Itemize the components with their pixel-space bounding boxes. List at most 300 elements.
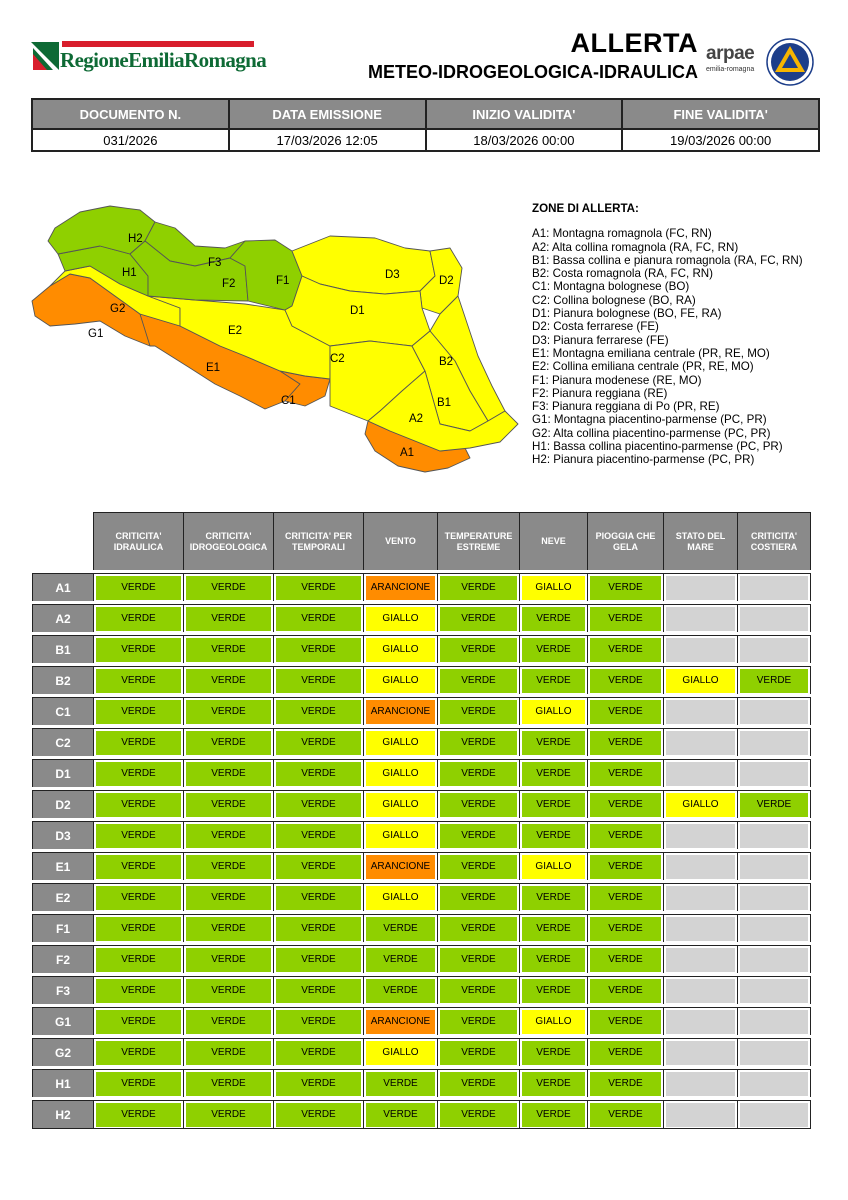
table-cell [93, 852, 183, 880]
not-applicable-cell [666, 855, 735, 879]
alert-level-verde: VERDE [440, 731, 517, 755]
alert-level-verde: VERDE [440, 824, 517, 848]
table-row [32, 604, 811, 632]
table-cell [363, 635, 437, 663]
alert-level-verde: VERDE [590, 1103, 661, 1127]
table-cell [663, 883, 737, 911]
not-applicable-cell [740, 762, 808, 786]
doc-header-validity-end: FINE VALIDITA' [622, 99, 819, 129]
table-cell [183, 883, 273, 911]
not-applicable-cell [740, 1041, 808, 1065]
table-cell [273, 1007, 363, 1035]
table-cell [663, 573, 737, 601]
table-cell [737, 883, 811, 911]
alert-level-verde: VERDE [96, 1010, 181, 1034]
alert-level-verde: VERDE [186, 607, 271, 631]
table-row [32, 976, 811, 1004]
table-cell [663, 604, 737, 632]
alert-level-verde: VERDE [276, 793, 361, 817]
legend-item: F2: Pianura reggiana (RE) [532, 386, 668, 400]
table-cell [363, 604, 437, 632]
table-cell [737, 976, 811, 1004]
alert-level-verde: VERDE [440, 762, 517, 786]
table-cell [183, 852, 273, 880]
alert-level-verde: VERDE [590, 762, 661, 786]
table-cell [519, 945, 587, 973]
map-label-f2: F2 [222, 278, 236, 290]
table-cell [437, 573, 519, 601]
table-cell [437, 1100, 519, 1129]
alert-level-verde: VERDE [590, 669, 661, 693]
table-cell [663, 852, 737, 880]
table-cell [519, 604, 587, 632]
table-cell [93, 728, 183, 756]
table-cell [663, 666, 737, 694]
alert-level-verde: VERDE [590, 855, 661, 879]
table-cell [437, 697, 519, 725]
table-row [32, 852, 811, 880]
alert-level-verde: VERDE [276, 607, 361, 631]
table-cell [519, 976, 587, 1004]
alert-level-verde: VERDE [186, 1072, 271, 1096]
alert-level-verde: VERDE [522, 607, 585, 631]
zone-label: C2 [32, 728, 93, 756]
map-label-c2: C2 [330, 353, 345, 365]
regione-flag-icon [30, 41, 60, 71]
alert-level-verde: VERDE [186, 948, 271, 972]
map-label-h1: H1 [122, 267, 137, 279]
doc-header-number: DOCUMENTO N. [32, 99, 229, 129]
map-label-a1: A1 [400, 447, 415, 459]
map-label-f1: F1 [276, 275, 290, 287]
table-cell [363, 1038, 437, 1066]
map-label-b2: B2 [439, 356, 454, 368]
legend-item: F1: Pianura modenese (RE, MO) [532, 373, 702, 387]
not-applicable-cell [740, 700, 808, 724]
legend-item: C2: Collina bolognese (BO, RA) [532, 293, 696, 307]
table-cell [519, 1007, 587, 1035]
alert-level-verde: VERDE [276, 638, 361, 662]
table-cell [363, 1069, 437, 1097]
table-cell [737, 666, 811, 694]
doc-validity-end: 19/03/2026 00:00 [622, 129, 819, 151]
table-cell [587, 728, 663, 756]
table-cell [519, 1100, 587, 1129]
map-label-a2: A2 [409, 413, 424, 425]
table-cell [663, 945, 737, 973]
not-applicable-cell [740, 638, 808, 662]
map-label-c1: C1 [281, 395, 296, 407]
not-applicable-cell [666, 824, 735, 848]
table-cell [183, 666, 273, 694]
table-cell [93, 666, 183, 694]
alert-level-giallo: GIALLO [522, 855, 585, 879]
document-info-table [31, 98, 820, 152]
table-cell [273, 666, 363, 694]
alert-level-verde: VERDE [522, 669, 585, 693]
legend-item: A1: Montagna romagnola (FC, RN) [532, 227, 712, 241]
table-cell [587, 945, 663, 973]
alert-level-verde: VERDE [522, 1041, 585, 1065]
table-cell [519, 1069, 587, 1097]
alert-level-verde: VERDE [276, 669, 361, 693]
table-cell [587, 976, 663, 1004]
legend-item: D3: Pianura ferrarese (FE) [532, 333, 669, 347]
alert-level-giallo: GIALLO [522, 576, 585, 600]
column-header: CRITICITA' COSTIERA [737, 512, 811, 570]
alert-level-verde: VERDE [366, 917, 435, 941]
table-cell [183, 759, 273, 787]
table-cell [273, 604, 363, 632]
legend-item: A2: Alta collina romagnola (RA, FC, RN) [532, 240, 739, 254]
table-cell [663, 759, 737, 787]
legend-item: H1: Bassa collina piacentino-parmense (PC, PR) [532, 440, 783, 454]
table-cell [183, 697, 273, 725]
table-cell [437, 666, 519, 694]
table-cell [93, 697, 183, 725]
column-header: VENTO [363, 512, 437, 570]
protezione-civile-seal-icon [766, 38, 814, 86]
zone-label: G2 [32, 1038, 93, 1066]
table-cell [737, 790, 811, 818]
zone-label: A2 [32, 604, 93, 632]
table-cell [93, 1007, 183, 1035]
alert-level-verde: VERDE [440, 948, 517, 972]
alert-level-giallo: GIALLO [366, 886, 435, 910]
alert-level-verde: VERDE [276, 886, 361, 910]
column-header: TEMPERATURE ESTREME [437, 512, 519, 570]
alert-level-verde: VERDE [740, 793, 808, 817]
table-cell [737, 604, 811, 632]
alert-level-verde: VERDE [522, 948, 585, 972]
table-cell [663, 1038, 737, 1066]
table-cell [737, 1069, 811, 1097]
zone-legend [532, 202, 803, 467]
table-row [32, 728, 811, 756]
table-cell [363, 666, 437, 694]
map-label-d1: D1 [350, 305, 365, 317]
table-cell [663, 697, 737, 725]
alert-level-verde: VERDE [186, 979, 271, 1003]
zone-label: E2 [32, 883, 93, 911]
alert-level-verde: VERDE [96, 669, 181, 693]
alert-level-giallo: GIALLO [366, 762, 435, 786]
zone-label: B2 [32, 666, 93, 694]
table-cell [519, 697, 587, 725]
table-cell [93, 914, 183, 942]
doc-header-validity-start: INIZIO VALIDITA' [426, 99, 623, 129]
not-applicable-cell [740, 948, 808, 972]
column-header: CRITICITA' IDROGEOLOGICA [183, 512, 273, 570]
logo-red-bar [62, 41, 254, 47]
table-cell [183, 790, 273, 818]
table-row [32, 790, 811, 818]
alert-level-verde: VERDE [590, 948, 661, 972]
table-cell [273, 1038, 363, 1066]
table-cell [663, 1100, 737, 1129]
zone-label: A1 [32, 573, 93, 601]
legend-title: ZONE DI ALLERTA: [532, 202, 639, 215]
table-cell [587, 635, 663, 663]
column-header: CRITICITA' PER TEMPORALI [273, 512, 363, 570]
alert-level-verde: VERDE [96, 1041, 181, 1065]
alert-level-verde: VERDE [186, 855, 271, 879]
zone-label: D1 [32, 759, 93, 787]
table-cell [183, 573, 273, 601]
alert-level-verde: VERDE [590, 793, 661, 817]
alert-level-verde: VERDE [440, 917, 517, 941]
table-cell [93, 790, 183, 818]
table-row [32, 759, 811, 787]
alert-level-verde: VERDE [366, 1072, 435, 1096]
not-applicable-cell [740, 824, 808, 848]
table-cell [587, 697, 663, 725]
alert-level-giallo: GIALLO [522, 700, 585, 724]
table-row [32, 666, 811, 694]
alert-level-verde: VERDE [440, 669, 517, 693]
table-row [32, 1069, 811, 1097]
table-cell [663, 1069, 737, 1097]
org-name: RegioneEmiliaRomagna [60, 48, 267, 72]
alert-level-verde: VERDE [96, 762, 181, 786]
alert-level-verde: VERDE [590, 824, 661, 848]
table-cell [519, 635, 587, 663]
alert-level-verde: VERDE [186, 793, 271, 817]
table-cell [519, 1038, 587, 1066]
alert-level-arancione: ARANCIONE [366, 1010, 435, 1034]
alert-level-giallo: GIALLO [366, 731, 435, 755]
alert-level-verde: VERDE [276, 762, 361, 786]
doc-number: 031/2026 [32, 129, 229, 151]
alert-level-verde: VERDE [186, 824, 271, 848]
alert-level-giallo: GIALLO [366, 793, 435, 817]
table-cell [519, 821, 587, 849]
alert-level-verde: VERDE [590, 576, 661, 600]
alert-level-verde: VERDE [276, 917, 361, 941]
table-cell [587, 790, 663, 818]
table-row [32, 697, 811, 725]
alert-level-verde: VERDE [440, 576, 517, 600]
not-applicable-cell [666, 731, 735, 755]
table-cell [363, 1007, 437, 1035]
map-label-e1: E1 [206, 362, 221, 374]
table-cell [437, 635, 519, 663]
legend-item: H2: Pianura piacentino-parmense (PC, PR) [532, 453, 755, 467]
table-cell [437, 914, 519, 942]
zone-label: F3 [32, 976, 93, 1004]
alert-level-verde: VERDE [276, 1103, 361, 1127]
alert-level-verde: VERDE [590, 917, 661, 941]
table-cell [183, 1069, 273, 1097]
table-cell [93, 1069, 183, 1097]
alert-level-verde: VERDE [186, 731, 271, 755]
alert-level-verde: VERDE [186, 1041, 271, 1065]
alert-level-verde: VERDE [522, 638, 585, 662]
table-row [32, 1100, 811, 1129]
table-row [32, 1007, 811, 1035]
arpae-logo: arpae emilia-romagna [706, 43, 755, 73]
legend-item: E2: Collina emiliana centrale (PR, RE, MO) [532, 360, 754, 374]
table-row [32, 573, 811, 601]
table-cell [437, 945, 519, 973]
alert-level-verde: VERDE [186, 1103, 271, 1127]
table-cell [363, 883, 437, 911]
doc-validity-start: 18/03/2026 00:00 [426, 129, 623, 151]
zone-label: H2 [32, 1100, 93, 1129]
alert-level-verde: VERDE [96, 638, 181, 662]
alert-level-arancione: ARANCIONE [366, 855, 435, 879]
alert-level-verde: VERDE [96, 855, 181, 879]
alert-level-verde: VERDE [440, 1072, 517, 1096]
not-applicable-cell [740, 1103, 808, 1127]
alert-level-verde: VERDE [440, 1041, 517, 1065]
zone-label: F1 [32, 914, 93, 942]
map-label-g2: G2 [110, 303, 126, 315]
alert-level-verde: VERDE [96, 948, 181, 972]
table-cell [183, 976, 273, 1004]
table-cell [273, 883, 363, 911]
table-cell [183, 945, 273, 973]
alert-level-giallo: GIALLO [666, 669, 735, 693]
alert-level-verde: VERDE [440, 793, 517, 817]
not-applicable-cell [666, 700, 735, 724]
not-applicable-cell [666, 917, 735, 941]
alert-level-verde: VERDE [276, 1072, 361, 1096]
alert-level-verde: VERDE [276, 979, 361, 1003]
table-cell [663, 728, 737, 756]
table-cell [363, 697, 437, 725]
alert-level-verde: VERDE [366, 948, 435, 972]
table-cell [437, 728, 519, 756]
alert-level-giallo: GIALLO [366, 638, 435, 662]
not-applicable-cell [666, 607, 735, 631]
alert-level-verde: VERDE [522, 917, 585, 941]
alert-level-verde: VERDE [276, 731, 361, 755]
not-applicable-cell [740, 917, 808, 941]
zone-label: B1 [32, 635, 93, 663]
alert-level-arancione: ARANCIONE [366, 576, 435, 600]
alert-level-verde: VERDE [522, 793, 585, 817]
table-row [32, 945, 811, 973]
alert-level-verde: VERDE [96, 886, 181, 910]
alert-level-verde: VERDE [96, 700, 181, 724]
legend-item: F3: Pianura reggiana di Po (PR, RE) [532, 400, 720, 414]
legend-item: B1: Bassa collina e pianura romagnola (RA, FC, RN) [532, 253, 803, 267]
not-applicable-cell [740, 979, 808, 1003]
table-cell [363, 790, 437, 818]
not-applicable-cell [666, 762, 735, 786]
alert-level-verde: VERDE [440, 1010, 517, 1034]
table-row [32, 821, 811, 849]
alert-level-verde: VERDE [276, 855, 361, 879]
table-cell [437, 604, 519, 632]
table-cell [587, 573, 663, 601]
table-cell [519, 728, 587, 756]
table-corner [32, 512, 93, 570]
alert-level-verde: VERDE [522, 886, 585, 910]
table-cell [587, 883, 663, 911]
alert-level-giallo: GIALLO [366, 1041, 435, 1065]
table-cell [363, 976, 437, 1004]
table-cell [437, 1038, 519, 1066]
alert-level-verde: VERDE [96, 824, 181, 848]
alert-level-verde: VERDE [590, 700, 661, 724]
alert-level-verde: VERDE [440, 855, 517, 879]
alert-level-verde: VERDE [522, 762, 585, 786]
doc-header-issue-date: DATA EMISSIONE [229, 99, 426, 129]
table-cell [519, 666, 587, 694]
table-cell [663, 821, 737, 849]
column-header: NEVE [519, 512, 587, 570]
page-subtitle: METEO-IDROGEOLOGICA-IDRAULICA [368, 62, 698, 82]
table-cell [663, 1007, 737, 1035]
alert-level-verde: VERDE [276, 948, 361, 972]
table-cell [737, 697, 811, 725]
alert-level-verde: VERDE [590, 731, 661, 755]
alert-level-verde: VERDE [590, 607, 661, 631]
zone-label: H1 [32, 1069, 93, 1097]
alert-level-verde: VERDE [590, 886, 661, 910]
table-cell [183, 1100, 273, 1129]
map-label-b1: B1 [437, 397, 452, 409]
alert-level-verde: VERDE [522, 979, 585, 1003]
table-cell [587, 666, 663, 694]
table-cell [273, 976, 363, 1004]
not-applicable-cell [740, 731, 808, 755]
table-row [32, 914, 811, 942]
legend-item: D1: Pianura bolognese (BO, FE, RA) [532, 307, 722, 321]
table-cell [437, 976, 519, 1004]
table-cell [93, 821, 183, 849]
table-cell [93, 945, 183, 973]
not-applicable-cell [666, 979, 735, 1003]
table-cell [587, 1100, 663, 1129]
not-applicable-cell [666, 576, 735, 600]
table-cell [737, 728, 811, 756]
alert-level-verde: VERDE [186, 886, 271, 910]
table-cell [587, 1038, 663, 1066]
alert-level-verde: VERDE [366, 979, 435, 1003]
zone-label: G1 [32, 1007, 93, 1035]
table-cell [737, 945, 811, 973]
table-cell [93, 759, 183, 787]
table-cell [437, 821, 519, 849]
table-cell [363, 945, 437, 973]
table-cell [183, 728, 273, 756]
alert-level-verde: VERDE [186, 1010, 271, 1034]
zone-label: C1 [32, 697, 93, 725]
table-cell [587, 914, 663, 942]
alert-level-verde: VERDE [740, 669, 808, 693]
alert-level-verde: VERDE [590, 1072, 661, 1096]
alert-level-verde: VERDE [96, 979, 181, 1003]
regione-emilia-romagna-logo [30, 40, 267, 74]
table-cell [273, 821, 363, 849]
alert-level-verde: VERDE [186, 638, 271, 662]
legend-item: G2: Alta collina piacentino-parmense (PC, PR) [532, 426, 771, 440]
table-cell [273, 852, 363, 880]
not-applicable-cell [740, 886, 808, 910]
alert-level-verde: VERDE [276, 824, 361, 848]
table-cell [93, 1038, 183, 1066]
alert-level-arancione: ARANCIONE [366, 700, 435, 724]
table-cell [363, 759, 437, 787]
table-cell [737, 573, 811, 601]
table-cell [737, 1038, 811, 1066]
table-cell [273, 914, 363, 942]
not-applicable-cell [666, 1103, 735, 1127]
table-cell [363, 821, 437, 849]
